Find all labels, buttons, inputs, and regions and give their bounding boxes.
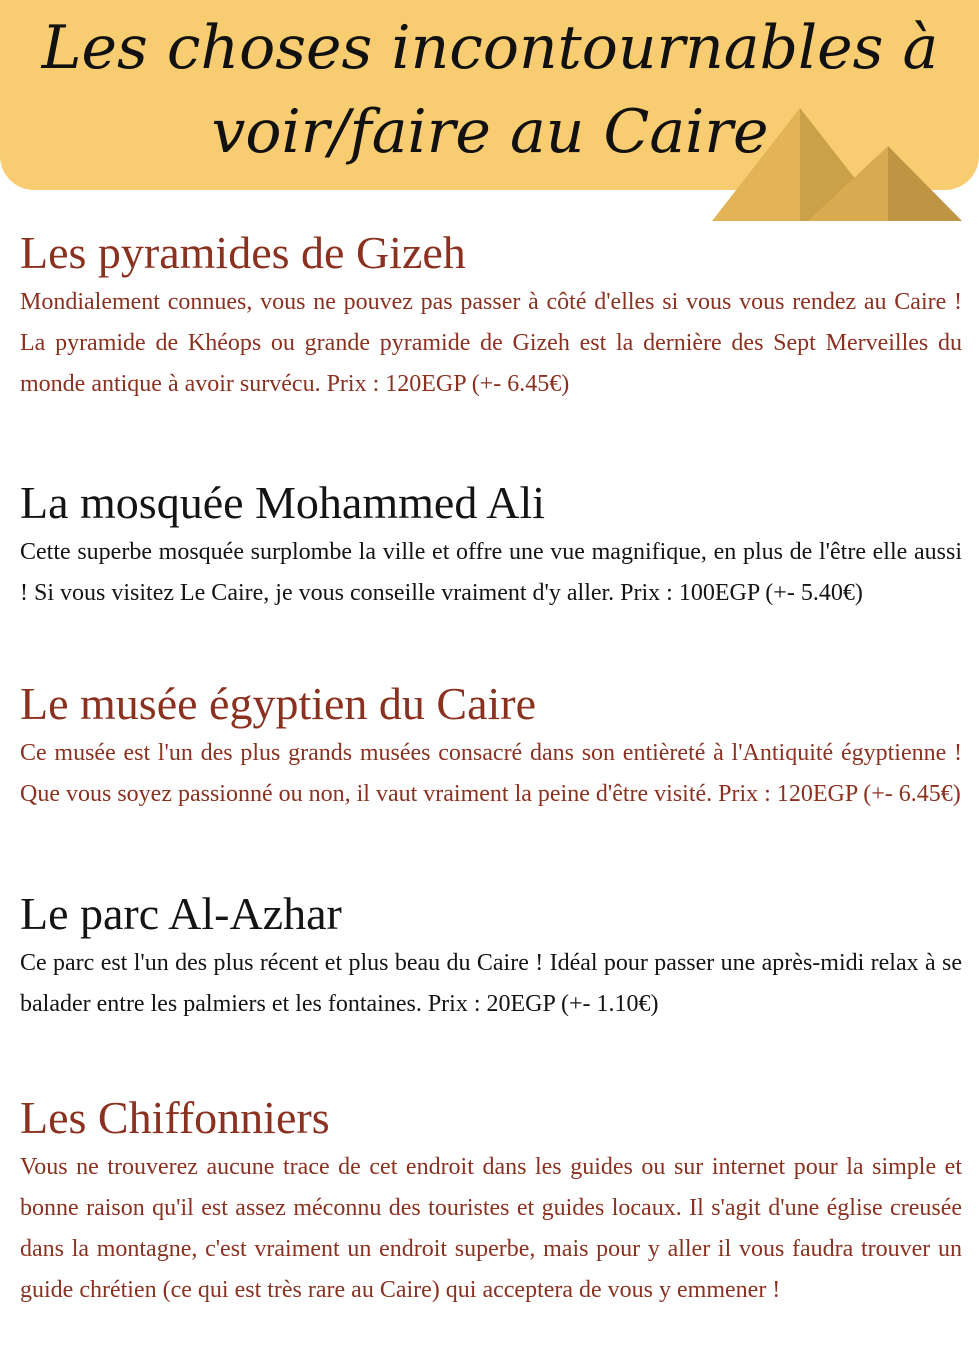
header-banner: [0, 0, 979, 190]
section-body: Vous ne trouverez aucune trace de cet endroit dans les guides ou sur internet pour la simple et bonne raison qu'il est assez méconnu des touristes et guides locaux. Il s'agit d'une église creusée dans la montagne, c'est vraiment un endroit superbe, mais pour y aller il vous faudra trouver un guide chrétien (ce qui est très rare au Caire) qui acceptera de vous y emmener !: [20, 1154, 962, 1303]
pyramid-large-left-face: [712, 108, 800, 221]
content-area: [20, 224, 962, 1311]
pyramids-illustration: [712, 100, 962, 221]
section-body: Ce parc est l'un des plus récent et plus beau du Caire ! Idéal pour passer une après-midi relax à se balader entre les palmiers et les fontaines. Prix : 20EGP (+- 1.10€): [20, 950, 962, 1017]
section-title: Le parc Al-Azhar: [20, 888, 342, 939]
section-musee: [20, 675, 962, 885]
page-title: Les choses incontournables à voir/faire au Caire: [41, 13, 939, 167]
section-body: Cette superbe mosquée surplombe la ville et offre une vue magnifique, en plus de l'être elle aussi ! Si vous visitez Le Caire, je vous conseille vraiment d'y aller. Prix : 100EGP (+- 5.40€): [20, 539, 962, 606]
section-chiffonniers: [20, 1089, 962, 1311]
section-body: Ce musée est l'un des plus grands musées consacré dans son entièreté à l'Antiquité égyptienne ! Que vous soyez passionné ou non, il vaut vraiment la peine d'être visité. Prix : 120EGP (+- 6.45€): [20, 740, 962, 807]
section-parc: [20, 885, 962, 1089]
section-mosquee: [20, 474, 962, 675]
pyramid-small-right-face: [888, 146, 962, 221]
section-body: Mondialement connues, vous ne pouvez pas passer à côté d'elles si vous vous rendez au Caire ! La pyramide de Khéops ou grande pyramide de Gizeh est la dernière des Sept Merveilles du monde antique à avoir survécu. Prix : 120EGP (+- 6.45€): [20, 289, 962, 397]
section-pyramides: [20, 224, 962, 474]
section-title: Le musée égyptien du Caire: [20, 678, 537, 729]
section-title: La mosquée Mohammed Ali: [20, 477, 546, 528]
section-title: Les Chiffonniers: [20, 1092, 330, 1143]
section-title: Les pyramides de Gizeh: [20, 227, 466, 278]
